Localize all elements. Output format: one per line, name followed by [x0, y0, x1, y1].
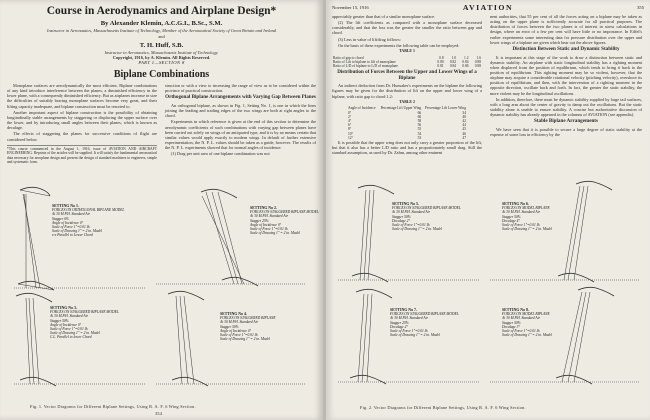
figure-1-caption: Fig. 1. Vector Diagrams for Different Biplane Settings, Using R. A. F. 6 Wing Section. [30, 404, 196, 409]
setting-line: Stagger 25% [250, 218, 269, 223]
setting-3-label [50, 306, 119, 340]
paragraph: In addition, therefore, there must be dynamic stability supplied by large tail surfaces, with a long arm about the center of gravity to damp out the oscillations. But the static stability alone is unable to ensure stability. A concise but authoritative discussion of dynamic stability has already appeared in the columns of AVIATION (see appendix). [490, 96, 642, 118]
setting-line: x-x Parallel to Lower Chord [52, 233, 93, 238]
setting-title: FORCES ON STAGGERED BIPLANE MODEL [392, 206, 461, 211]
setting-number: SETTING No 3. [50, 306, 77, 310]
right-page [326, 0, 650, 420]
setting-4-label [220, 312, 276, 341]
setting-line: Decalage 2° [392, 218, 410, 223]
setting-line: Angle of Incidence 0° [50, 322, 82, 327]
setting-number: SETTING No 6. [502, 202, 529, 206]
setting-line: Stagger 0% [52, 216, 69, 221]
figure-2-caption: Fig. 2. Vector Diagrams for Different Biplane Settings, Using R. A. F. 6 Wing Section. [360, 405, 526, 410]
setting-line: Scale of Drawing 1" = 2 in. Model [502, 333, 553, 338]
setting-line: Scale of Drawing 1" = 2 in. Model [392, 227, 443, 232]
setting-6-label [502, 202, 552, 231]
setting-title: FORCES ON MODEL BIPLANE [502, 312, 550, 317]
paragraph: An indirect deduction from Dr. Hunsaker's experiments on the biplane the following figures may be given for the distribution of lift on the upper and lower wing of a biplane, with ratio gap to chord 1.2: [332, 83, 482, 99]
table-row: 6° 56 44 [348, 123, 466, 128]
figure-1-vector-diagrams [6, 184, 318, 398]
setting-line: Scale of Drawing 1" = 2 in. Model [502, 227, 553, 232]
second-author-affiliation: Instructor in Aeronautics, Massachusetts Institute of Technology. [104, 50, 219, 55]
setting-line: Scale of Drawing 1" = 2 in. Model [52, 229, 103, 234]
setting-line: Scale of Force 1"=0.01 lb. [392, 223, 431, 228]
table-1-title: TABLE 1 [399, 48, 415, 53]
setting-line: Scale of Force 1"=0.01 lb. [52, 225, 91, 230]
vector-diagram-drawing [330, 176, 646, 398]
setting-line: Scale of Force 1"=0.01 lb. [390, 329, 429, 334]
paragraph: The effects of staggering the planes for successive conditions of flight are considered below. [7, 131, 157, 142]
setting-line: C.L. Parallel to lower Chord [50, 335, 92, 340]
copyright-notice: Copyright, 1916, by A. Klemin. All Rights Reserved. [112, 55, 211, 60]
table-row: 0° 66 34 [348, 110, 466, 115]
setting-line: Scale of Force 1"=0.01 lb. [502, 223, 541, 228]
setting-line: Decalage 3° [502, 324, 520, 329]
setting-line: Scale of Drawing 1" = 2 in. Model [220, 337, 271, 342]
table-row: 12° 53 47 [348, 135, 466, 140]
table-row: 8° 55 45 [348, 127, 466, 132]
setting-number: SETTING No 1. [52, 204, 79, 208]
setting-8-label [502, 308, 552, 337]
paragraph: Experiments in which reference is given at the end of this section to determine the aerodynamic coefficients of such combinations with varying gap between planes have been carried out solely on wings of an antiquated type, and it is by no means certain that similar values would apply exactly to modern wings. In default of further extensive experimentation, the N. P. L. values should be taken as a guide, however. The results of the N. P. L. experiments showed that for normal angles of incidence: [165, 119, 316, 151]
second-author: T. H. Huff, S.B. [139, 42, 184, 49]
paragraph: It is important at this stage of the work to draw a distinction between static and dynamic stability. An airplane with static longitudinal stability has a righting moment when displaced from the position of equilibrium, which tends to bring it back to the position of equilibrium. This righting moment may be so violent, however, that the airplane may acquire a considerable rotational velocity (pitching velocity), overshoot its position of equilibrium, and then, with the intervention of a righting moment in the opposite direction, oscillate back and forth. In fact, the greater the static stability, the more violent may be the longitudinal oscillations. [490, 54, 642, 96]
footnote: *This course commenced in the August 1, 1916, issue of AVIATION AND AIRCRAFT ENGINEERING. Reprints of the articles will be supplied. It will satisfy the fundamental aeronautical data necessary for aeroplane design and present the design of standard machines to engineers, simple and systematic form. [7, 146, 157, 164]
setting-line: At 30 M.P.H. Standard Air [250, 214, 288, 219]
left-page [0, 0, 323, 420]
masthead: AVIATION [462, 3, 514, 12]
paragraph: An orthogonal biplane, as shown in Fig. 1, Setting No. 1, is one in which the lines joining the leading and trailing edges of the two wings are both at right angles to the chord. [165, 102, 316, 119]
paragraph: Another important aspect of biplane construction is the possibility of obtaining longitudinally stable arrangements by staggering or displacing the upper surface over the lower, and by introducing small angles between their planes, which is known as decalage. [7, 109, 157, 131]
setting-line: At 30 M.P.H. Standard Air [502, 316, 540, 321]
table-row: Angle of Incidence Percentage Lift Upper Wing Percentage Lift Lower Wing [348, 106, 466, 111]
table-1 [332, 56, 482, 69]
setting-number: SETTING No 5. [392, 202, 419, 206]
setting-line: Scale of Drawing 1" = 2 in. Model [250, 231, 301, 236]
issue-date: November 15, 1916 [332, 5, 369, 10]
setting-line: Scale of Force 1"=0.01 lb. [502, 329, 541, 334]
right-text-column-1 [332, 14, 482, 156]
setting-line: Angle of Incidence 0° [220, 328, 252, 333]
setting-line: Scale of Force 1"=0.01 lb. [250, 227, 289, 232]
setting-7-label [390, 308, 459, 337]
right-text-column-2 [490, 14, 642, 138]
setting-line: Scale of Force 1"=0.01 lb. [220, 333, 259, 338]
table-row: 10° 54 46 [348, 131, 466, 136]
setting-title: FORCES ON STAGGERED BIPLANE [220, 316, 276, 321]
setting-2-label [250, 206, 319, 235]
setting-line: At 30 M.P.H. Standard Air [502, 210, 540, 215]
setting-title: FORCES ON STAGGERED BIPLANE MODEL [50, 310, 119, 315]
table-2 [347, 106, 467, 140]
setting-number: SETTING No 4. [220, 312, 247, 316]
table-row: 4° 58 42 [348, 119, 466, 123]
setting-line: At 30 M.P.H. Standard Air [52, 212, 90, 217]
setting-line: Stagger 50% [392, 214, 411, 219]
paragraph: (3) Less in value of lift/drag follows: [338, 36, 401, 42]
left-text-column-1 [7, 83, 157, 165]
table-2-title: TABLE 2 [399, 99, 415, 104]
table-row: Ratio of gap to chord 0.8 1.0 1.2 1.6 [333, 55, 481, 60]
setting-number: SETTING No 2. [250, 206, 277, 210]
paragraph: struction or with a view to increasing the range of view as to be considered within the province of practical construction. [165, 83, 316, 94]
section-title: Biplane Combinations [113, 69, 210, 80]
setting-line: Angle of Incidence 0° [52, 220, 84, 225]
setting-1-label [52, 204, 124, 238]
paragraph: Monoplane surfaces are aerodynamically the most efficient. Biplane combinations of any kind introduce interference between the planes, a diminished efficiency in the lower plane, with a consequently diminished efficiency. But as airplanes increase in size the difficulties of suitably bracing monoplane surfaces become very great, and their lifting capacity inadequate, and biplane construction must be resorted to. [7, 83, 157, 109]
setting-line: At 30 M.P.H. Standard Air [220, 320, 258, 325]
setting-line: Scale of Drawing 1" = 2 in. Model [50, 331, 101, 336]
setting-line: At 30 M.P.H. Standard Air [50, 314, 88, 319]
paragraph: (1) Drag per unit area of one biplane combination was not [171, 151, 270, 157]
subheading: Orthogonal Biplane Arrangements with Varying Gap Between Planes [165, 94, 316, 101]
author-affiliation: Instructor in Aeronautics, Massachusetts Institute of Technology, Member of the Aeronautical Society of Great Britain and Ireland [46, 28, 276, 33]
page-number: 354 [155, 411, 162, 416]
and-conjunction: and [158, 34, 165, 39]
setting-line: Decalage 4° [502, 218, 520, 223]
setting-title: FORCES ON ORTHOGONAL BIPLANE MODEL [52, 208, 125, 213]
subheading: Stable Biplane Arrangements [534, 118, 598, 125]
paragraph: (2) The lift coefficients as compared with a monoplane surface decreased considerably, and that the loss was the greater the smaller the ratio between gap and chord. [332, 20, 482, 36]
setting-line: Decalage 2° [390, 324, 408, 329]
paragraph: nent authorities, that 55 per cent of all the forces acting on a biplane may be taken as acting on the upper plane is sufficiently accurate for all practical purposes. The distribution of forces between the two planes is of interest in stress calculations in design, where an error of a few per cent will have little or no importance. In Eiffel's earlier experiments some interesting data for pressure distribution over the upper and lower wings of a biplane are given which bear out the above figures. [490, 14, 642, 45]
author-byline: By Alexander Klemin, A.C.G.I., B.Sc., S.M. [100, 20, 223, 27]
paragraph: We have seen that it is possible to secure a large degree of static stability at the expense of some loss in efficiency by the [490, 127, 642, 138]
setting-line: Scale of Drawing 1" = 2 in. Model [390, 333, 441, 338]
setting-number: SETTING No 8. [502, 308, 529, 312]
setting-line: At 30 M.P.H. Standard Air [390, 316, 428, 321]
paragraph: On the basis of these experiments the following table can be employed: [338, 42, 460, 48]
article-title: Course in Aerodynamics and Airplane Design* [46, 5, 277, 17]
table-row: 2° 60 40 [348, 114, 466, 119]
setting-line: At 30 M.P.H. Standard Air [392, 210, 430, 215]
setting-line: Stagger 50% [502, 214, 521, 219]
setting-title: FORCES ON STAGGERED BIPLANE MODEL [390, 312, 459, 317]
running-header [332, 4, 644, 12]
table-row: Ratio of L/D of biplane to L/D of monoplane 0.81 0.84 0.86 0.88 [333, 63, 481, 68]
page-number: 355 [637, 5, 644, 10]
setting-title: FORCES ON MODEL BIPLANE [502, 206, 550, 211]
setting-line: Stagger 50% [220, 324, 239, 329]
setting-number: SETTING No 7. [390, 308, 417, 312]
paragraph: appreciably greater than that of a similar monoplane surface. [332, 14, 436, 19]
paragraph: It is possible that the upper wing does not only carry a greater proportion of the lift, but that it also has a better L/D ratio and has a proportionately small drag. Still the standard assumption, as used by Dr. Zahm, among other eminent [332, 140, 482, 156]
setting-title: FORCES ON STAGGERED BIPLANE MODEL [250, 210, 319, 215]
left-text-column-2 [165, 83, 316, 157]
figure-2-vector-diagrams [330, 176, 646, 398]
setting-line: Stagger 25% [390, 320, 409, 325]
setting-5-label [392, 202, 461, 231]
subheading: Distinction Between Static and Dynamic Stability [512, 45, 620, 52]
subheading: Distribution of Forces Between the Upper and Lower Wings of a Biplane [337, 69, 477, 81]
setting-line: Stagger 50% [50, 318, 69, 323]
part-section-label: PART 1—SECTION 8 [138, 60, 185, 65]
setting-line: Scale of Force 1"=0.01 lb. [50, 327, 89, 332]
setting-line: Angle of Incidence 0° [250, 222, 282, 227]
setting-line: Stagger 50% [502, 320, 521, 325]
table-row: Ratio of Lift to biplane to lift of monoplane 0.80 0.82 0.84 0.88 [333, 59, 481, 64]
